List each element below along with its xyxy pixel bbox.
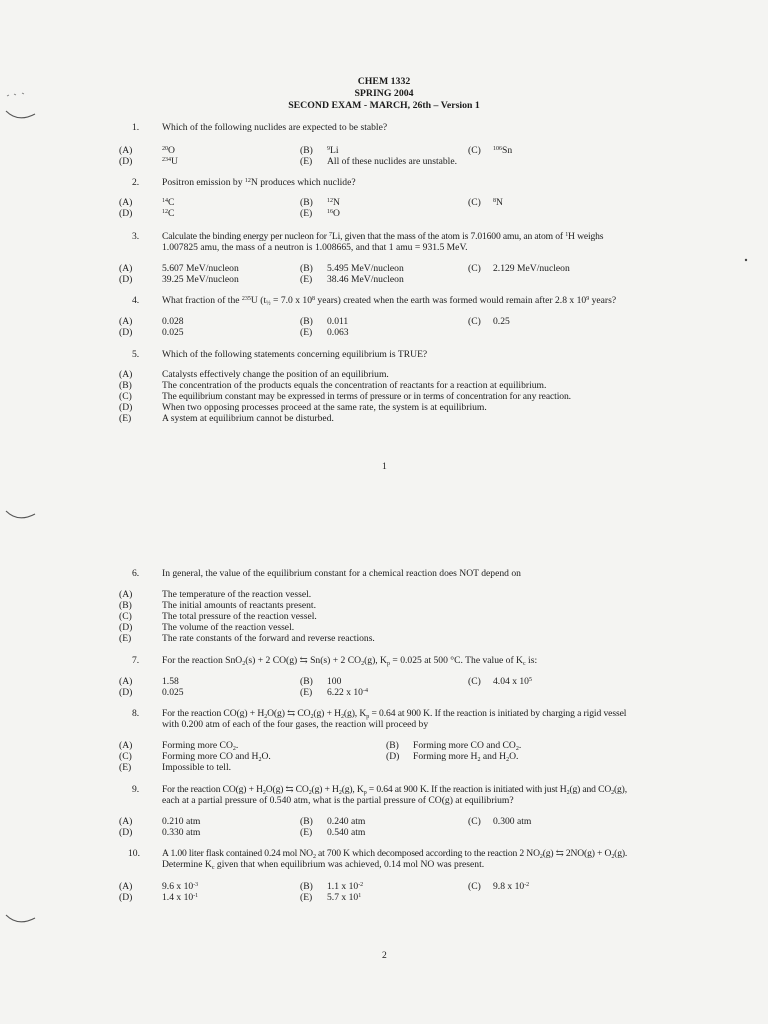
q5-label-b: (B)	[119, 380, 132, 391]
q6-number: 6.	[132, 568, 140, 579]
page-number-1: 1	[382, 461, 387, 472]
q6-label-c: (C)	[119, 611, 132, 622]
q7-label-c: (C)	[468, 676, 481, 687]
q7-option-b: 100	[327, 676, 342, 687]
q7-stem: For the reaction SnO$_2$(s) + 2 CO(g) ⇆ Sn(s) + 2 $CO_2(g)$, $K_p = 0.025$ at 500 °C. The value of $K_c$ is:	[162, 655, 538, 667]
course-title: CHEM 1332	[357, 76, 411, 87]
scan-dot	[744, 258, 748, 262]
binder-mark-middle	[4, 508, 38, 524]
q10-label-c: (C)	[468, 881, 481, 892]
q7-label-d: (D)	[119, 687, 133, 698]
q6-label-d: (D)	[119, 622, 133, 633]
q4-label-b: (B)	[300, 316, 313, 327]
q1-stem: Which of the following nuclides are expected to be stable?	[162, 122, 388, 133]
q1-label-d: (D)	[119, 156, 133, 167]
q8-label-e: (E)	[119, 762, 132, 773]
q10-label-a: (A)	[119, 881, 133, 892]
q3-number: 3.	[132, 231, 140, 242]
q6-label-e: (E)	[119, 633, 132, 644]
q9-option-b: 0.240 atm	[327, 816, 366, 827]
q3-option-c: 2.129 MeV/nucleon	[493, 263, 570, 274]
q3-option-a: 5.607 MeV/nucleon	[162, 263, 239, 274]
q2-label-c: (C)	[468, 197, 481, 208]
q4-number: 4.	[132, 295, 140, 306]
q8-number: 8.	[132, 708, 140, 719]
q7-label-b: (B)	[300, 676, 313, 687]
q8-label-b: (B)	[386, 740, 399, 751]
q5-label-e: (E)	[119, 413, 132, 424]
q3-label-d: (D)	[119, 274, 133, 285]
q1-label-b: (B)	[300, 145, 313, 156]
q5-option-b: The concentration of the products equals the concentration of reactants for a reaction at equilibrium.	[162, 380, 547, 391]
q10-option-a: 9.6 x $10^{-3}$	[162, 881, 199, 892]
q8-option-a: Forming more $CO_2$.	[162, 740, 239, 752]
q1-option-e: All of these nuclides are unstable.	[327, 156, 458, 167]
q2-option-c: $^8$N	[493, 197, 503, 208]
q9-number: 9.	[132, 784, 140, 795]
q2-number: 2.	[132, 177, 140, 188]
q9-stem-line1: For the reaction $CO(g) + H_2O(g)$ ⇆ $CO_2(g) + H_2(g)$, $K_p = 0.64$ at 900 K. If the reaction is initiated with just $H_2(g)$ and $CO_2(g)$,	[162, 784, 627, 796]
q3-option-b: 5.495 MeV/nucleon	[327, 263, 404, 274]
q9-stem-line2: each at a partial pressure of 0.540 atm, what is the partial pressure of CO(g) at equilibrium?	[162, 795, 514, 806]
q8-option-d: Forming more $H_2$ and $H_2O$.	[413, 751, 519, 763]
q4-option-b: 0.011	[327, 316, 349, 327]
q10-label-b: (B)	[300, 881, 313, 892]
q3-label-a: (A)	[119, 263, 133, 274]
q5-label-c: (C)	[119, 391, 132, 402]
q10-option-c: 9.8 x $10^{-2}$	[493, 881, 530, 892]
q3-label-c: (C)	[468, 263, 481, 274]
q8-stem-line1: For the reaction $CO(g) + H_2O(g)$ ⇆ $CO_2(g) + H_2(g)$, $K_p = 0.64$ at 900 K. If the reaction is initiated by charging a rigid vessel	[162, 708, 627, 720]
q5-stem: Which of the following statements concerning equilibrium is TRUE?	[162, 349, 428, 360]
q2-option-e: $^{16}$O	[327, 208, 340, 219]
q10-option-d: 1.4 x $10^{-1}$	[162, 892, 199, 903]
q4-option-a: 0.028	[162, 316, 184, 327]
q6-option-a: The temperature of the reaction vessel.	[162, 589, 312, 600]
q10-label-e: (E)	[300, 892, 313, 903]
q10-label-d: (D)	[119, 892, 133, 903]
q7-option-a: 1.58	[162, 676, 179, 687]
q6-option-b: The initial amounts of reactants present.	[162, 600, 316, 611]
q1-option-c: $^{106}$Sn	[493, 145, 513, 156]
q6-label-a: (A)	[119, 589, 133, 600]
q2-label-e: (E)	[300, 208, 313, 219]
q7-option-c: 4.04 x $10^5$	[493, 676, 532, 687]
q5-option-a: Catalysts effectively change the position of an equilibrium.	[162, 369, 389, 380]
q6-option-d: The volume of the reaction vessel.	[162, 622, 295, 633]
term-title: SPRING 2004	[354, 88, 414, 99]
q2-label-a: (A)	[119, 197, 133, 208]
q2-label-d: (D)	[119, 208, 133, 219]
q8-option-b: Forming more CO and $CO_2$.	[413, 740, 522, 752]
q9-option-c: 0.300 atm	[493, 816, 532, 827]
q1-option-d: $^{234}$U	[162, 156, 178, 167]
q8-label-d: (D)	[386, 751, 400, 762]
q3-label-e: (E)	[300, 274, 313, 285]
q4-label-a: (A)	[119, 316, 133, 327]
q5-label-a: (A)	[119, 369, 133, 380]
q1-option-a: $^{20}$O	[162, 145, 175, 156]
q8-label-c: (C)	[119, 751, 132, 762]
q8-option-c: Forming more CO and $H_2O$.	[162, 751, 271, 763]
q9-label-e: (E)	[300, 827, 313, 838]
q3-label-b: (B)	[300, 263, 313, 274]
q1-number: 1.	[132, 122, 140, 133]
q5-number: 5.	[132, 349, 140, 360]
q10-stem-line2: Determine $K_c$ given that when equilibrium was achieved, 0.14 mol NO was present.	[162, 859, 485, 871]
q9-label-c: (C)	[468, 816, 481, 827]
q8-option-e: Impossible to tell.	[162, 762, 232, 773]
q5-option-c: The equilibrium constant may be expressed in terms of pressure or in terms of concentration for any reaction.	[162, 391, 571, 402]
q9-option-e: 0.540 atm	[327, 827, 366, 838]
page-number-2: 2	[382, 950, 387, 961]
q4-label-d: (D)	[119, 327, 133, 338]
q4-option-c: 0.25	[493, 316, 510, 327]
q9-label-d: (D)	[119, 827, 133, 838]
q9-option-d: 0.330 atm	[162, 827, 201, 838]
q6-option-e: The rate constants of the forward and reverse reactions.	[162, 633, 375, 644]
q10-option-e: 5.7 x $10^1$	[327, 892, 362, 903]
q5-option-d: When two opposing processes proceed at the same rate, the system is at equilibrium.	[162, 402, 487, 413]
q3-option-d: 39.25 MeV/nucleon	[162, 274, 239, 285]
q2-option-b: $^{12}$N	[327, 197, 340, 208]
binder-mark-bottom	[4, 912, 38, 928]
q2-option-d: $^{12}$C	[162, 208, 175, 219]
q4-option-d: 0.025	[162, 327, 184, 338]
q2-option-a: $^{14}$C	[162, 197, 175, 208]
q7-label-a: (A)	[119, 676, 133, 687]
q7-option-d: 0.025	[162, 687, 184, 698]
q2-stem: Positron emission by $^{12}$N produces which nuclide?	[162, 177, 356, 188]
q2-label-b: (B)	[300, 197, 313, 208]
q1-label-e: (E)	[300, 156, 313, 167]
q7-option-e: 6.22 x $10^{-4}$	[327, 687, 368, 698]
q1-option-b: $^9$Li	[327, 145, 339, 156]
q4-stem: What fraction of the $^{235}$U ($t_{\frac{1}{2}} = 7.0$ x $10^8$ years) created when the earth was formed would remain after 2.8 x $10^9$ years?	[162, 295, 617, 307]
q8-stem-line2: with 0.200 atm of each of the four gases, the reaction will proceed by	[162, 719, 429, 730]
q3-option-e: 38.46 MeV/nucleon	[327, 274, 404, 285]
q9-label-a: (A)	[119, 816, 133, 827]
q6-stem: In general, the value of the equilibrium constant for a chemical reaction does NOT depend on	[162, 568, 521, 579]
exam-title: SECOND EXAM - MARCH, 26th – Version 1	[288, 100, 480, 111]
q7-number: 7.	[132, 655, 140, 666]
q3-stem-line1: Calculate the binding energy per nucleon for $^7$Li, given that the mass of the atom is 7.01600 amu, an atom of $^1$H weighs	[162, 231, 604, 242]
q4-option-e: 0.063	[327, 327, 349, 338]
q5-option-e: A system at equilibrium cannot be disturbed.	[162, 413, 334, 424]
q6-label-b: (B)	[119, 600, 132, 611]
q10-stem-line1: A 1.00 liter flask contained 0.24 mol $NO_2$ at 700 K which decomposed according to the reaction 2 $NO_2(g)$ ⇆ $2NO(g) + O_2(g)$.	[162, 848, 628, 860]
q4-label-e: (E)	[300, 327, 313, 338]
q1-label-c: (C)	[468, 145, 481, 156]
q9-label-b: (B)	[300, 816, 313, 827]
q7-label-e: (E)	[300, 687, 313, 698]
q6-option-c: The total pressure of the reaction vessel.	[162, 611, 317, 622]
q1-label-a: (A)	[119, 145, 133, 156]
q10-option-b: 1.1 x $10^{-2}$	[327, 881, 364, 892]
q10-number: 10.	[128, 848, 140, 859]
q4-label-c: (C)	[468, 316, 481, 327]
q3-stem-line2: 1.007825 amu, the mass of a neutron is 1.008665, and that 1 amu = 931.5 MeV.	[162, 242, 468, 253]
q8-label-a: (A)	[119, 740, 133, 751]
q9-option-a: 0.210 atm	[162, 816, 201, 827]
q5-label-d: (D)	[119, 402, 133, 413]
